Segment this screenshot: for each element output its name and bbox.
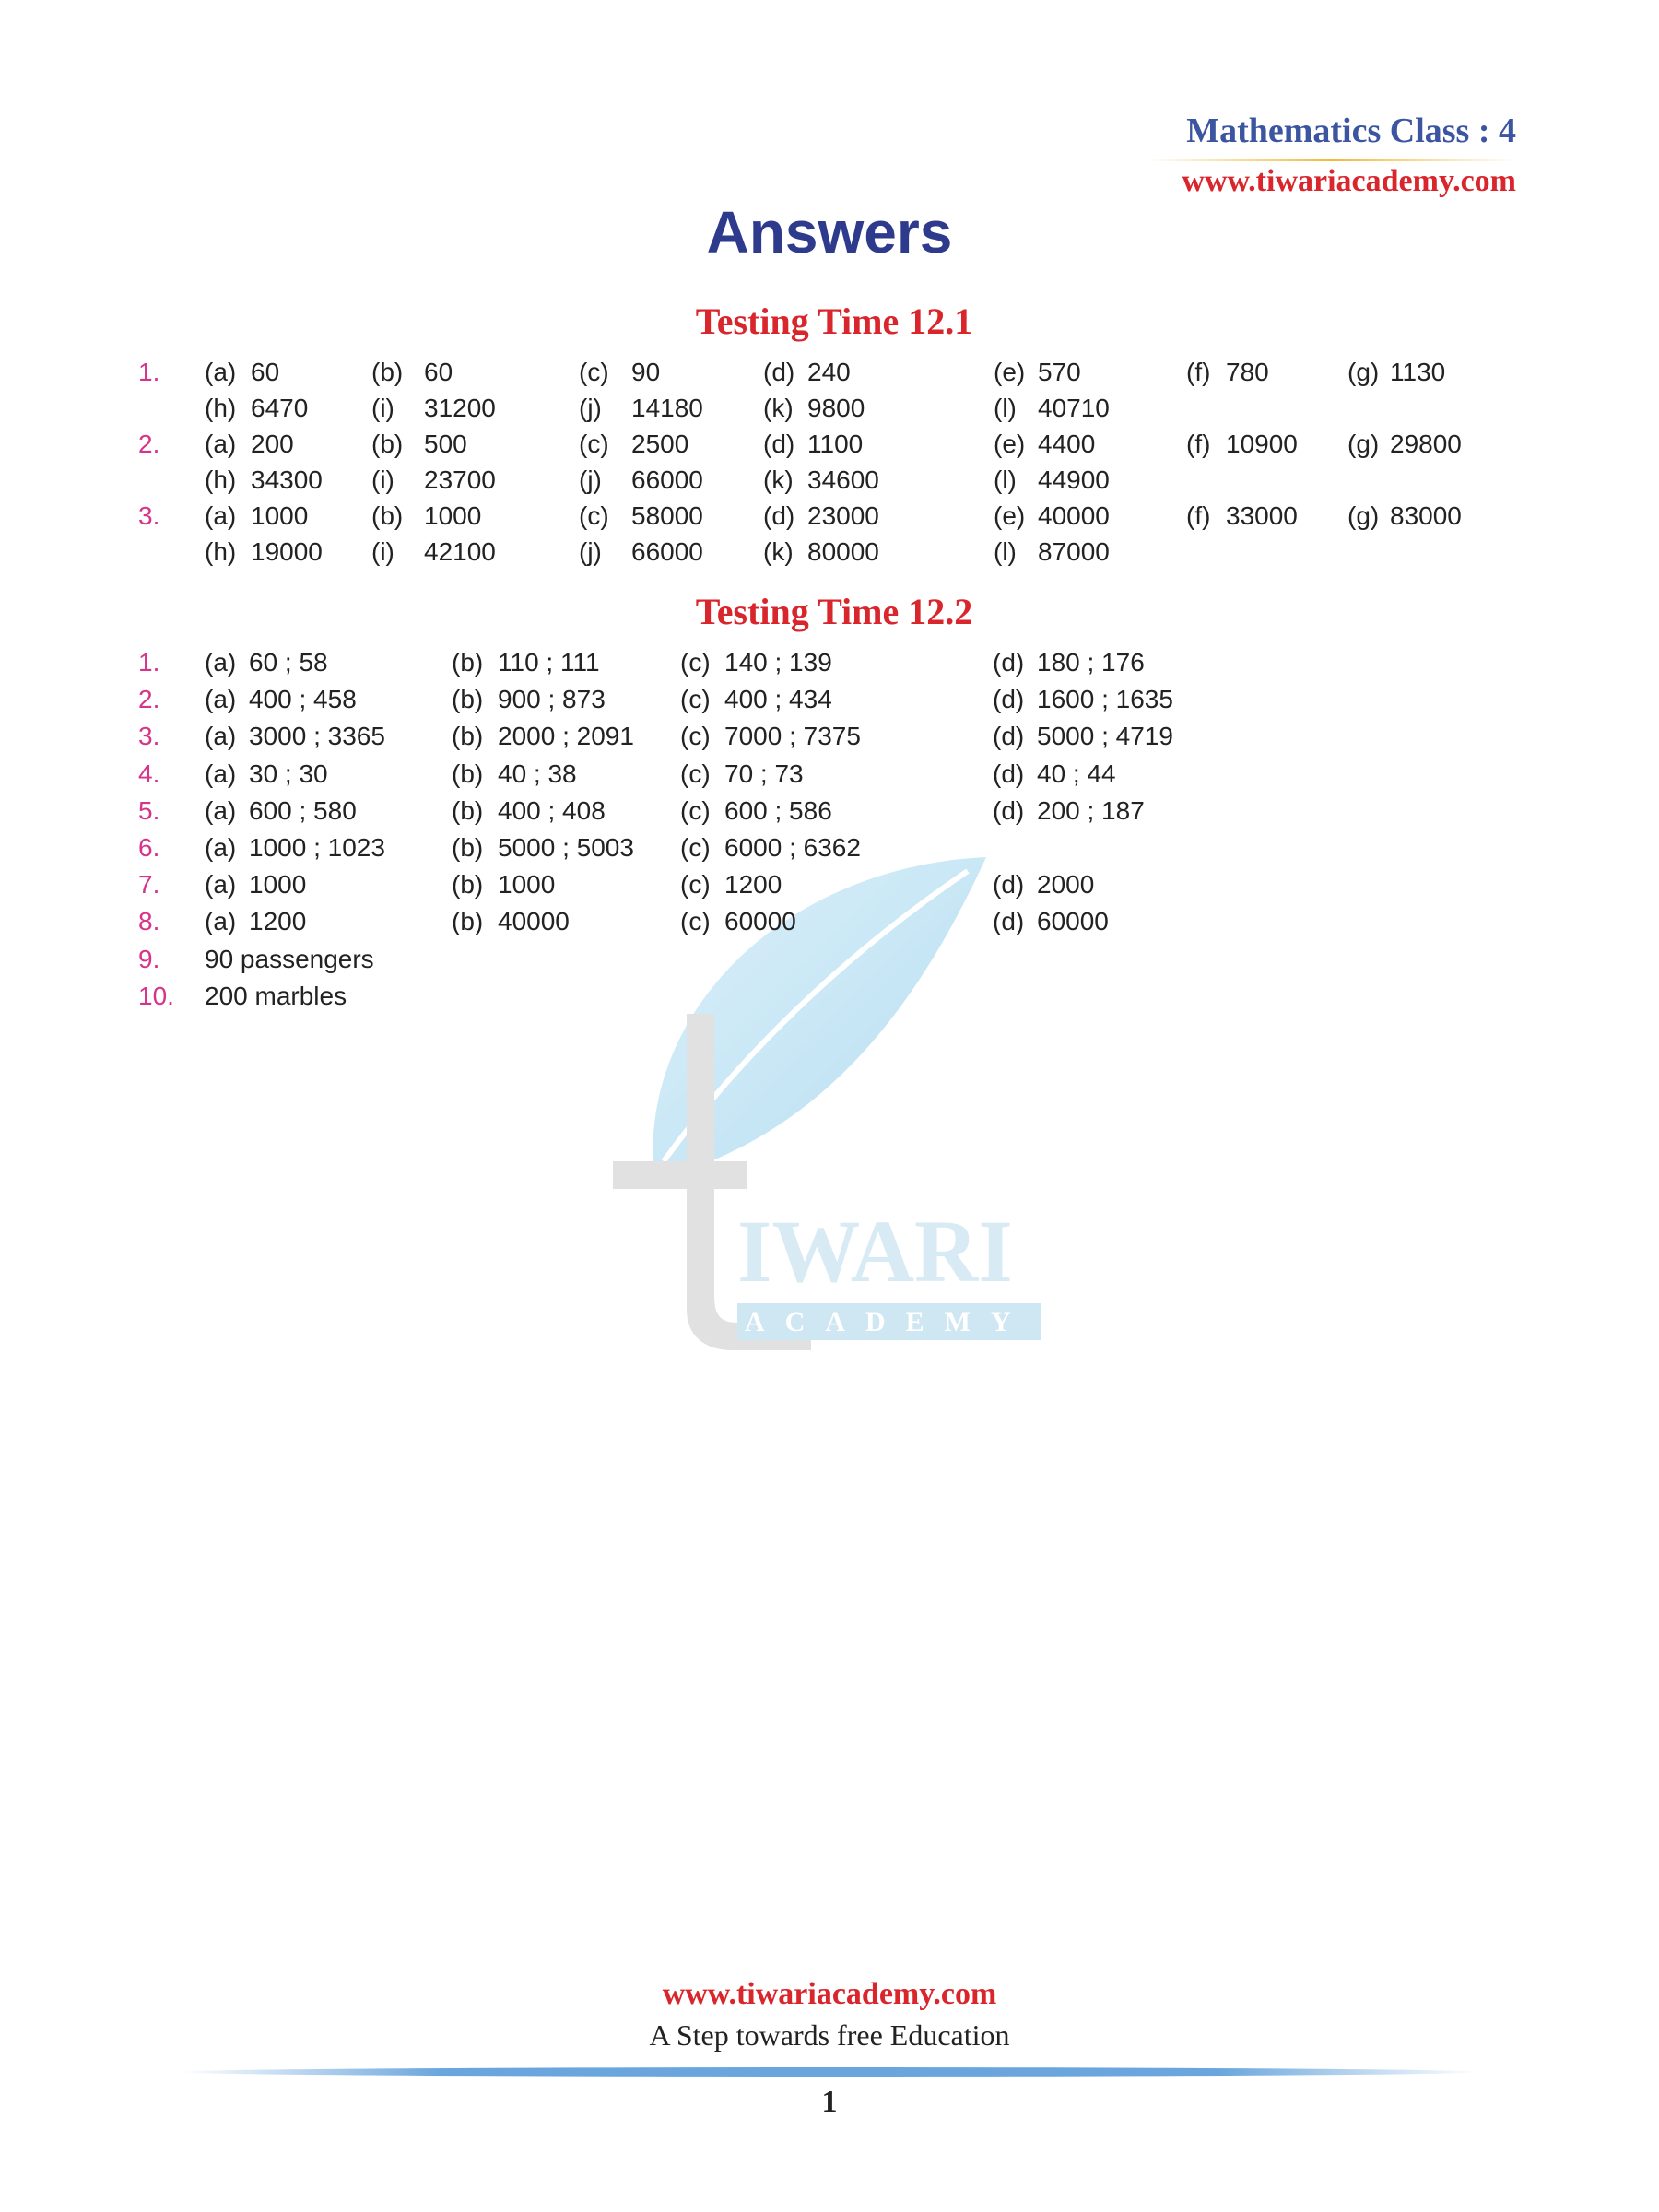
question-number: 10. <box>138 981 174 1010</box>
question-number: 2. <box>138 685 160 714</box>
part-label: (e) <box>994 358 1026 386</box>
footer-tagline: A Step towards free Education <box>649 2018 1010 2052</box>
question-number: 1. <box>138 358 160 386</box>
part-label: (d) <box>993 870 1025 900</box>
answer-value: 110 ; 111 <box>498 648 600 677</box>
answer-row <box>0 463 1659 498</box>
part-label: (l) <box>994 394 1017 422</box>
answer-value: 70 ; 73 <box>724 759 804 788</box>
part-label: (j) <box>579 465 602 494</box>
answer-value: 40000 <box>498 907 570 936</box>
answer-value: 60 <box>424 358 453 386</box>
answer-text: 200 marbles <box>205 981 347 1010</box>
part-label: (b) <box>371 358 404 386</box>
answer-value: 33000 <box>1226 501 1298 530</box>
header-divider <box>1147 159 1516 161</box>
answer-value: 83000 <box>1390 501 1462 530</box>
answer-value: 1000 ; 1023 <box>249 833 385 862</box>
part-label: (k) <box>763 465 794 494</box>
part-label: (a) <box>205 648 237 677</box>
answer-value: 2000 <box>1037 870 1095 900</box>
answer-row <box>0 979 1659 1014</box>
part-label: (d) <box>993 685 1025 714</box>
question-number: 5. <box>138 795 160 825</box>
part-label: (d) <box>993 795 1025 825</box>
answer-value: 240 <box>807 358 851 386</box>
answer-text: 90 passengers <box>205 944 374 973</box>
part-label: (b) <box>452 907 484 936</box>
part-label: (j) <box>579 394 602 422</box>
part-label: (f) <box>1186 358 1211 386</box>
answer-value: 570 <box>1038 358 1081 386</box>
answer-value: 42100 <box>424 537 496 566</box>
answer-row <box>0 719 1659 754</box>
answer-row <box>0 682 1659 717</box>
part-label: (f) <box>1186 501 1211 530</box>
part-label: (l) <box>994 465 1017 494</box>
answer-value: 1000 <box>249 870 307 900</box>
answer-value: 14180 <box>631 394 703 422</box>
part-label: (a) <box>205 795 237 825</box>
footer-website[interactable]: www.tiwariacademy.com <box>662 1977 997 2011</box>
section-heading-12-1: Testing Time 12.1 <box>695 300 973 342</box>
part-label: (a) <box>205 501 237 530</box>
watermark-word-academy: ACADEMY <box>745 1307 1031 1337</box>
part-label: (b) <box>452 833 484 862</box>
answer-value: 34600 <box>807 465 879 494</box>
question-number: 6. <box>138 833 160 862</box>
answer-value: 60 ; 58 <box>249 648 328 677</box>
answer-value: 40 ; 44 <box>1037 759 1116 788</box>
answer-value: 1200 <box>724 870 782 900</box>
part-label: (b) <box>452 759 484 788</box>
part-label: (a) <box>205 722 237 751</box>
question-number: 3. <box>138 501 160 530</box>
answer-value: 44900 <box>1038 465 1110 494</box>
part-label: (a) <box>205 358 237 386</box>
part-label: (b) <box>371 429 404 458</box>
part-label: (d) <box>993 648 1025 677</box>
part-label: (a) <box>205 907 237 936</box>
answer-value: 200 <box>251 429 294 458</box>
part-label: (d) <box>993 907 1025 936</box>
question-number: 4. <box>138 759 160 788</box>
answer-value: 1100 <box>807 429 864 458</box>
answer-value: 66000 <box>631 537 703 566</box>
answer-value: 6000 ; 6362 <box>724 833 861 862</box>
answer-value: 40 ; 38 <box>498 759 577 788</box>
answer-value: 30 ; 30 <box>249 759 328 788</box>
answer-value: 40000 <box>1038 501 1110 530</box>
answer-value: 10900 <box>1226 429 1298 458</box>
answer-value: 60 <box>251 358 280 386</box>
answer-value: 2000 ; 2091 <box>498 722 634 751</box>
answer-value: 60000 <box>724 907 796 936</box>
answer-value: 60000 <box>1037 907 1109 936</box>
part-label: (i) <box>371 537 394 566</box>
part-label: (a) <box>205 870 237 900</box>
part-label: (d) <box>993 759 1025 788</box>
answer-value: 500 <box>424 429 467 458</box>
answer-value: 19000 <box>251 537 323 566</box>
answer-value: 180 ; 176 <box>1037 648 1145 677</box>
part-label: (g) <box>1347 501 1380 530</box>
part-label: (a) <box>205 833 237 862</box>
answer-value: 87000 <box>1038 537 1110 566</box>
part-label: (a) <box>205 685 237 714</box>
answer-value: 80000 <box>807 537 879 566</box>
part-label: (b) <box>452 685 484 714</box>
part-label: (g) <box>1347 358 1380 386</box>
answer-value: 2500 <box>631 429 689 458</box>
part-label: (h) <box>205 537 237 566</box>
part-label: (k) <box>763 394 794 422</box>
part-label: (h) <box>205 394 237 422</box>
answer-value: 3000 ; 3365 <box>249 722 385 751</box>
answer-row <box>0 794 1659 829</box>
part-label: (b) <box>452 648 484 677</box>
answer-row <box>0 499 1659 534</box>
answer-row <box>0 757 1659 792</box>
answer-row <box>0 391 1659 426</box>
answer-value: 600 ; 586 <box>724 795 832 825</box>
part-label: (b) <box>452 795 484 825</box>
answer-value: 1600 ; 1635 <box>1037 685 1173 714</box>
question-number: 8. <box>138 907 160 936</box>
answer-value: 1000 <box>498 870 556 900</box>
answer-value: 900 ; 873 <box>498 685 606 714</box>
page-title: Answers <box>706 199 953 265</box>
answer-row <box>0 645 1659 680</box>
part-label: (c) <box>680 685 711 714</box>
header-website[interactable]: www.tiwariacademy.com <box>1182 164 1516 198</box>
section-heading-12-2: Testing Time 12.2 <box>695 591 973 632</box>
part-label: (a) <box>205 759 237 788</box>
part-label: (c) <box>579 501 609 530</box>
answer-value: 66000 <box>631 465 703 494</box>
answer-value: 400 ; 458 <box>249 685 357 714</box>
part-label: (c) <box>680 759 711 788</box>
watermark-word-iwari: IWARI <box>737 1202 1013 1300</box>
answer-value: 58000 <box>631 501 703 530</box>
part-label: (c) <box>680 833 711 862</box>
part-label: (c) <box>579 358 609 386</box>
answer-value: 90 <box>631 358 661 386</box>
part-label: (c) <box>680 907 711 936</box>
part-label: (c) <box>680 722 711 751</box>
answer-value: 400 ; 408 <box>498 795 606 825</box>
part-label: (c) <box>680 795 711 825</box>
footer-divider <box>180 2067 1479 2077</box>
answer-value: 40710 <box>1038 394 1110 422</box>
part-label: (k) <box>763 537 794 566</box>
answer-value: 6470 <box>251 394 309 422</box>
part-label: (e) <box>994 429 1026 458</box>
answer-value: 400 ; 434 <box>724 685 832 714</box>
part-label: (c) <box>680 870 711 900</box>
answer-row <box>0 535 1659 570</box>
part-label: (f) <box>1186 429 1211 458</box>
answer-row <box>0 355 1659 390</box>
answer-value: 7000 ; 7375 <box>724 722 861 751</box>
part-label: (d) <box>993 722 1025 751</box>
part-label: (e) <box>994 501 1026 530</box>
part-label: (i) <box>371 465 394 494</box>
part-label: (b) <box>452 722 484 751</box>
part-label: (d) <box>763 429 795 458</box>
question-number: 2. <box>138 429 160 458</box>
part-label: (g) <box>1347 429 1380 458</box>
answer-value: 31200 <box>424 394 496 422</box>
header-subject: Mathematics Class : 4 <box>1186 112 1516 150</box>
part-label: (h) <box>205 465 237 494</box>
part-label: (c) <box>579 429 609 458</box>
answer-value: 23000 <box>807 501 879 530</box>
answer-value: 9800 <box>807 394 865 422</box>
answer-value: 140 ; 139 <box>724 648 832 677</box>
answer-row <box>0 904 1659 939</box>
question-number: 3. <box>138 722 160 751</box>
part-label: (i) <box>371 394 394 422</box>
part-label: (b) <box>452 870 484 900</box>
answer-value: 200 ; 187 <box>1037 795 1145 825</box>
answer-row <box>0 830 1659 865</box>
page-number: 1 <box>821 2085 838 2119</box>
answer-value: 29800 <box>1390 429 1462 458</box>
answer-value: 600 ; 580 <box>249 795 357 825</box>
answer-value: 5000 ; 5003 <box>498 833 634 862</box>
question-number: 7. <box>138 870 160 900</box>
answer-value: 1000 <box>424 501 482 530</box>
part-label: (d) <box>763 358 795 386</box>
answer-value: 780 <box>1226 358 1269 386</box>
answer-value: 23700 <box>424 465 496 494</box>
answer-value: 4400 <box>1038 429 1096 458</box>
answer-value: 1000 <box>251 501 309 530</box>
answer-value: 1200 <box>249 907 307 936</box>
answer-value: 34300 <box>251 465 323 494</box>
part-label: (c) <box>680 648 711 677</box>
part-label: (d) <box>763 501 795 530</box>
answer-row <box>0 942 1659 977</box>
answer-value: 1130 <box>1390 358 1446 386</box>
question-number: 9. <box>138 944 160 973</box>
part-label: (l) <box>994 537 1017 566</box>
answer-row <box>0 867 1659 902</box>
part-label: (a) <box>205 429 237 458</box>
part-label: (b) <box>371 501 404 530</box>
answer-row <box>0 427 1659 462</box>
answer-value: 5000 ; 4719 <box>1037 722 1173 751</box>
part-label: (j) <box>579 537 602 566</box>
question-number: 1. <box>138 648 160 677</box>
